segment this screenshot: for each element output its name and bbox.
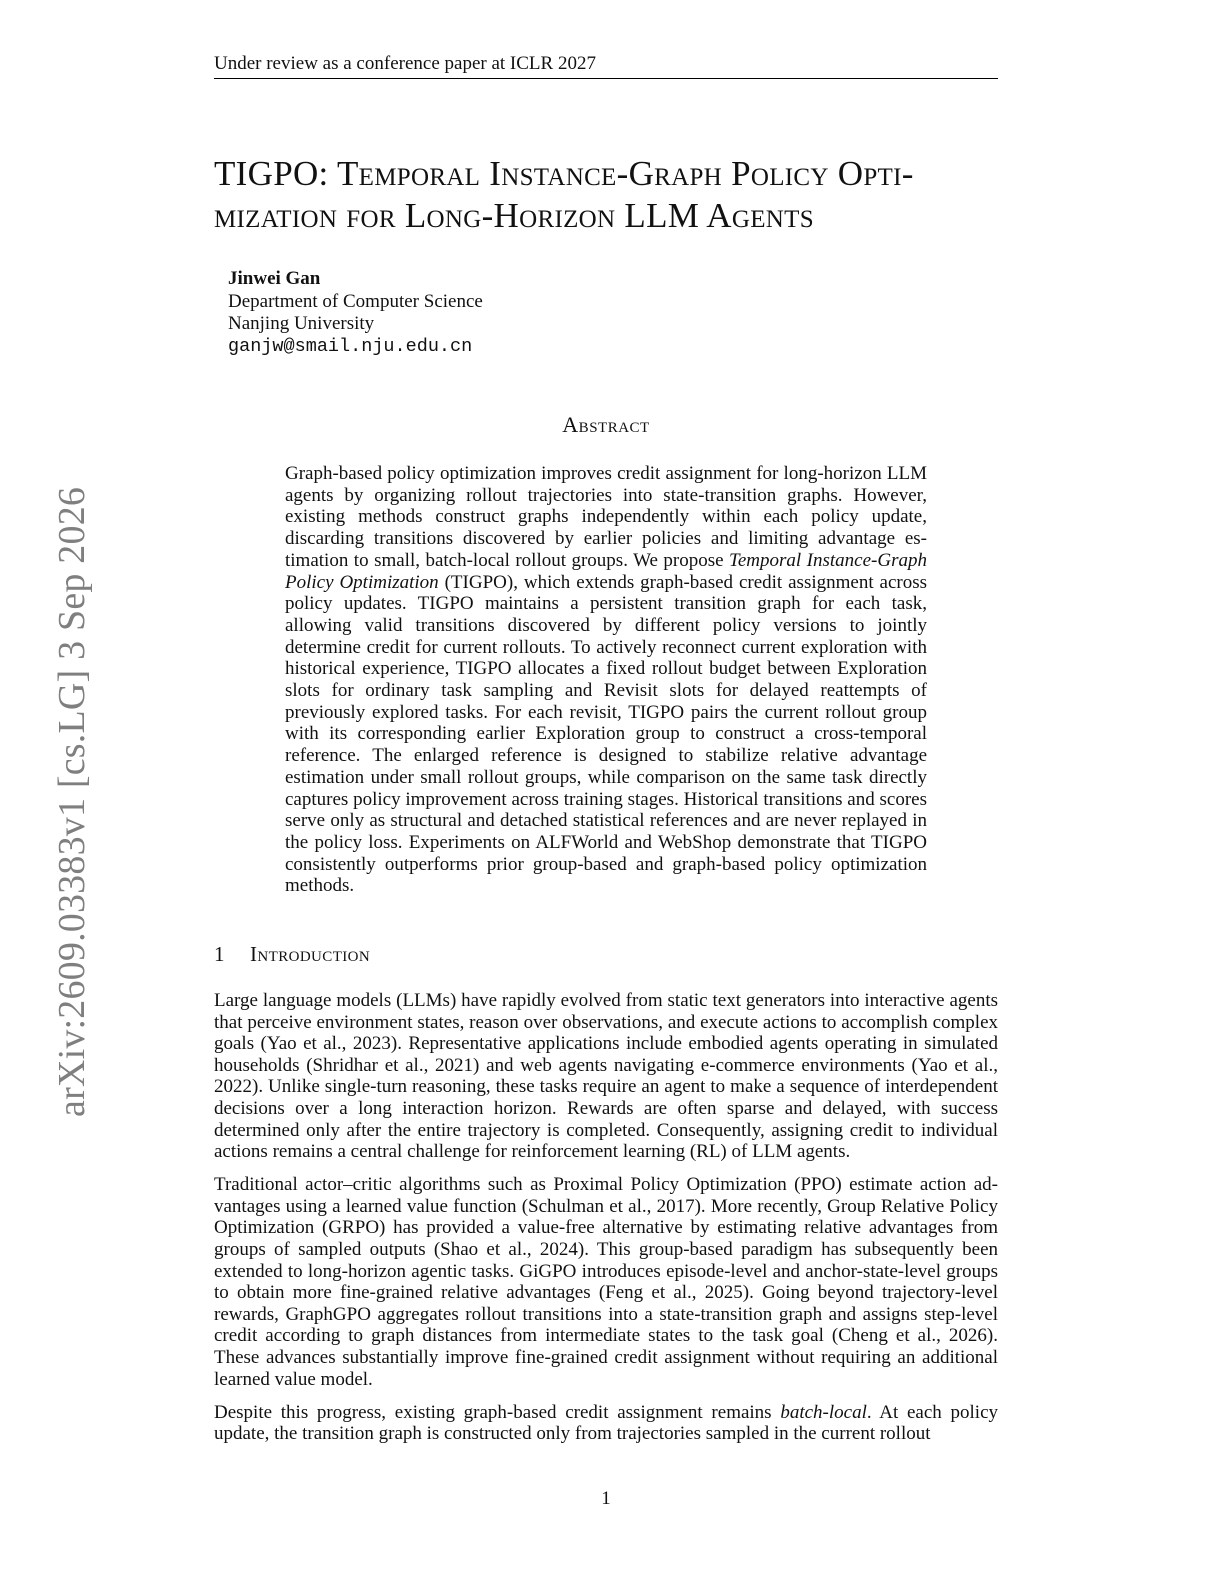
section-heading-introduction <box>214 942 370 967</box>
running-header: Under review as a conference paper at ICLR 2027 <box>214 52 998 79</box>
intro-paragraph-1: Large language models (LLMs) have rapidly evolved from static text generators into interactive agents that perceive environment states, reason over observations, and execute actions to accomplish complex goals (Yao et al., 2023). Representative applications include embodied agents operating in simulated households (Shridhar et al., 2021) and web agents navigating e-commerce environments (Yao et al., 2022). Unlike single-turn reasoning, these tasks require an agent to make a sequence of interdependent decisions over a long interaction horizon. Rewards are often sparse and delayed, with success determined only after the entire trajectory is completed. Consequently, assigning credit to individual actions remains a central challenge for reinforcement learning (RL) of LLM agents. <box>214 990 998 1163</box>
author-department: Department of Computer Science <box>228 290 483 312</box>
author-email[interactable]: ganjw@smail.nju.edu.cn <box>228 335 473 357</box>
paper-title-line-2: mization for Long-Horizon LLM Agents <box>214 196 814 235</box>
author-block <box>228 268 483 358</box>
introduction-body <box>214 990 998 1456</box>
intro-paragraph-3-part-1: Despite this progress, existing graph-based credit assignment remains <box>214 1401 781 1423</box>
abstract-heading: Abstract <box>562 412 650 437</box>
paper-title <box>214 153 1014 237</box>
intro-paragraph-3-part-2: . At each policy update, the transition graph is constructed only from trajectories sampled in the current rollout <box>214 1401 999 1445</box>
author-name: Jinwei Gan <box>228 268 321 289</box>
intro-paragraph-3-emphasis: batch-local <box>780 1401 867 1423</box>
abstract-text <box>285 463 927 897</box>
arxiv-identifier: arXiv:2609.03383v1 [cs.LG] 3 Sep 2026 <box>51 486 93 1117</box>
section-title: Introduction <box>250 942 371 966</box>
abstract-method-name: Temporal Instance-Graph Policy Optimization <box>285 549 927 593</box>
intro-paragraph-2: Traditional actor–critic algorithms such as Proximal Policy Optimization (PPO) estimate action advantages using a learned value function (Schulman et al., 2017). More recently, Group Relative Policy Optimization (GRPO) has provided a value-free alternative by estimating relative advantages from groups of sampled outputs (Shao et al., 2024). This group-based paradigm has subsequently been extended to long-horizon agentic tasks. GiGPO introduces episode-level and anchor-state-level groups to obtain more fine-grained relative advantages (Feng et al., 2025). Going beyond trajectory-level rewards, GraphGPO aggregates rollout transitions into a state-transition graph and assigns step-level credit according to graph distances from intermediate states to the task goal (Cheng et al., 2026). These advances substantially improve fine-grained credit assignment without requiring an additional learned value model. <box>214 1174 998 1390</box>
abstract-text-part-2: (TIGPO), which extends graph-based credit assignment across policy updates. TIGPO maintains a persistent transition graph for each task, allowing valid transitions discovered by different policy versions to jointly determine credit for current rollouts. To actively reconnect current exploration with historical experience, TIGPO allocates a fixed rollout budget between Exploration slots for ordinary task sampling and Revisit slots for delayed reattempts of previously explored tasks. For each revisit, TIGPO pairs the current rollout group with its corresponding earlier Exploration group to construct a cross-temporal reference. The enlarged reference is designed to stabilize relative advantage estimation under small rollout groups, while comparison on the same task directly captures policy improvement across training stages. Historical transitions and scores serve only as structural and detached statistical references and are never replayed in the policy loss. Experiments on ALFWorld and WebShop demonstrate that TIGPO consistently outperforms prior group-based and graph-based policy optimization methods. <box>285 571 928 897</box>
intro-paragraph-3 <box>214 1402 998 1445</box>
section-number: 1 <box>214 942 225 966</box>
paper-title-line-1: TIGPO: Temporal Instance-Graph Policy Opti- <box>214 154 914 193</box>
abstract-text-part-1: Graph-based policy optimization improves credit assignment for long-horizon LLM agents by organizing rollout trajectories into state-transition graphs. However, existing methods construct graphs independently within each policy update, discarding transitions discovered by earlier policies and limiting advantage estimation to small, batch-local rollout groups. We propose <box>285 463 927 571</box>
page-number: 1 <box>601 1488 611 1509</box>
author-university: Nanjing University <box>228 313 375 334</box>
